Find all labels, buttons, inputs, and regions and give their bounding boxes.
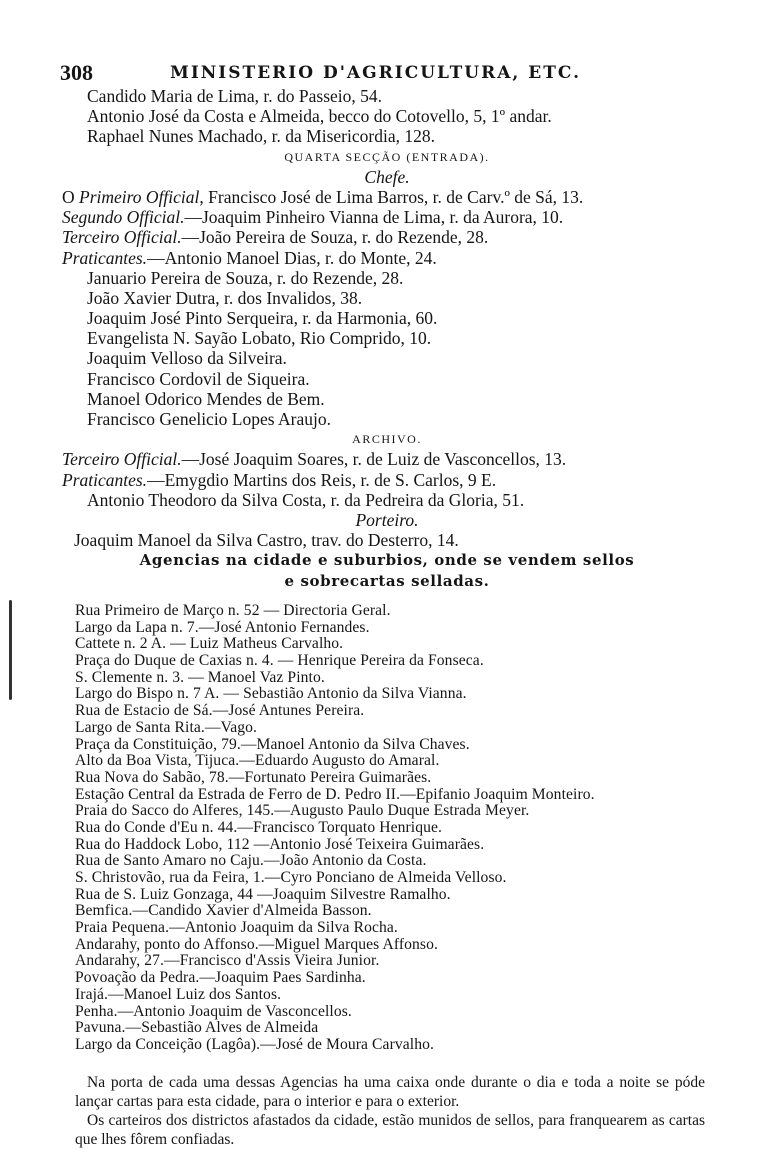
listing-line [62, 308, 712, 328]
agency-entry: Alto da Boa Vista, Tijuca.—Eduardo Augusto do Amaral. [75, 752, 440, 770]
agency-entry: Estação Central da Estrada de Ferro de D. Pedro II.—Epifanio Joaquim Monteiro. [75, 785, 595, 803]
agency-entry: Rua Primeiro de Março n. 52 — Directoria Geral. [75, 602, 391, 619]
line-text: Manoel Odorico Mendes de Bem. [87, 388, 325, 409]
line-text: Joaquim José Pinto Serqueira, r. da Harmonia, 60. [87, 308, 438, 329]
agency-entry: Praia do Sacco do Alferes, 145.—Augusto Paulo Duque Estrada Meyer. [75, 802, 530, 820]
agency-entry: Praia Pequena.—Antonio Joaquim da Silva Rocha. [75, 919, 398, 937]
line-text: Francisco Genelicio Lopes Araujo. [87, 409, 331, 429]
listing-line [62, 328, 712, 348]
listing-line [62, 550, 712, 570]
agency-entry: Cattete n. 2 A. — Luiz Matheus Carvalho. [75, 635, 344, 653]
agency-entry: Praça do Duque de Caxias n. 4. — Henrique Pereira da Fonseca. [75, 652, 484, 670]
role-title: Primeiro Official [79, 186, 200, 207]
line-text: Antonio Theodoro da Silva Costa, r. da Pedreira da Gloria, 51. [87, 489, 525, 510]
agencies-list [75, 603, 725, 1054]
listing-line [62, 369, 712, 389]
agency-entry: Largo da Conceição (Lagôa).—José de Moura Carvalho. [75, 1035, 435, 1053]
line-text: Francisco Cordovil de Siqueira. [87, 368, 310, 389]
line-text: —José Joaquim Soares, r. de Luiz de Vasconcellos, 13. [181, 449, 567, 470]
line-text: Chefe. [364, 166, 410, 187]
listing-line [62, 571, 712, 591]
line-text: Joaquim Manoel da Silva Castro, trav. do Desterro, 14. [74, 530, 459, 551]
listing-line [62, 248, 712, 268]
line-text: Candido Maria de Lima, r. do Passeio, 54. [87, 86, 383, 106]
line-text: Raphael Nunes Machado, r. da Misericordia, 128. [87, 126, 435, 147]
agency-entry: Rua de Estacio de Sá.—José Antunes Pereira. [75, 702, 365, 720]
note-paragraph: Os carteiros dos districtos afastados da cidade, estão munidos de sellos, para franquearem as cartas que lhes fôrem confiadas. [75, 1112, 705, 1148]
agency-entry: Povoação da Pedra.—Joaquim Paes Sardinha. [75, 969, 366, 987]
role-title: Terceiro Official. [62, 449, 182, 470]
listing-line [62, 288, 712, 308]
page-header [60, 60, 720, 86]
listing-line [62, 409, 712, 429]
line-text: Agencias na cidade e suburbios, onde se vendem sellos [139, 551, 635, 570]
line-text: —Joaquim Pinheiro Vianna de Lima, r. da Aurora, 10. [184, 207, 564, 228]
running-title: MINISTERIO D'AGRICULTURA, ETC. [170, 63, 581, 83]
agency-entry: Irajá.—Manoel Luiz dos Santos. [75, 985, 282, 1003]
role-title: Praticantes. [62, 469, 148, 490]
line-text: e sobrecartas selladas. [284, 571, 490, 590]
role-title: Praticantes. [62, 247, 148, 268]
agency-entry: Bemfica.—Candido Xavier d'Almeida Basson. [75, 902, 372, 920]
staff-listing [62, 86, 712, 591]
agency-entry: Largo de Santa Rita.—Vago. [75, 718, 258, 736]
listing-line [62, 147, 712, 167]
listing-line [62, 490, 712, 510]
listing-line [62, 348, 712, 368]
role-title: Terceiro Official. [62, 227, 182, 248]
listing-line [62, 429, 712, 449]
agency-entry: S. Clemente n. 3. — Manoel Vaz Pinto. [75, 668, 325, 686]
page-edge-mark [9, 600, 12, 700]
listing-line [62, 470, 712, 490]
line-text: —João Pereira de Souza, r. do Rezende, 28. [181, 227, 489, 248]
agency-entry: Andarahy, ponto do Affonso.—Miguel Marques Affonso. [75, 935, 439, 953]
line-text: Joaquim Velloso da Silveira. [87, 348, 287, 369]
line-text: —Antonio Manoel Dias, r. do Monte, 24. [147, 247, 437, 268]
listing-line [62, 227, 712, 247]
note-paragraph: Na porta de cada uma dessas Agencias ha uma caixa onde durante o dia e toda a noite se póde lançar cartas para esta cidade, para o interior e para o exterior. [75, 1074, 705, 1110]
agency-entry: Largo do Bispo n. 7 A. — Sebastião Antonio da Silva Vianna. [75, 685, 467, 703]
agency-entry: Rua do Conde d'Eu n. 44.—Francisco Torquato Henrique. [75, 818, 443, 836]
line-text: Antonio José da Costa e Almeida, becco do Cotovello, 5, 1º andar. [87, 106, 552, 127]
agency-entry: Rua de S. Luiz Gonzaga, 44 —Joaquim Silvestre Ramalho. [75, 885, 451, 903]
line-text: Evangelista N. Sayão Lobato, Rio Comprido, 10. [87, 328, 432, 349]
agency-entry: Andarahy, 27.—Francisco d'Assis Vieira Junior. [75, 952, 380, 970]
agency-entry: Rua Nova do Sabão, 78.—Fortunato Pereira Guimarães. [75, 768, 432, 786]
line-text: Porteiro. [355, 509, 419, 530]
line-text: João Xavier Dutra, r. dos Invalidos, 38. [87, 287, 363, 308]
listing-line [62, 167, 712, 187]
listing-line [62, 530, 712, 550]
notes [75, 1073, 705, 1149]
line-text: ARCHIVO. [352, 432, 422, 447]
line-text: —Emygdio Martins dos Reis, r. de S. Carlos, 9 E. [147, 469, 497, 490]
line-prefix: O [62, 186, 80, 207]
agency-entry: Largo da Lapa n. 7.—José Antonio Fernandes. [75, 618, 370, 636]
agency-entry: Praça da Constituição, 79.—Manoel Antonio da Silva Chaves. [75, 735, 470, 753]
listing-line [62, 389, 712, 409]
listing-line [62, 126, 712, 146]
page-number: 308 [60, 60, 93, 85]
listing-line [62, 510, 712, 530]
role-title: Segundo Official. [62, 207, 185, 228]
line-text: Januario Pereira de Souza, r. do Rezende, 28. [87, 267, 404, 288]
agency-entry: Pavuna.—Sebastião Alves de Almeida [75, 1019, 319, 1037]
listing-line [62, 86, 712, 106]
listing-line [62, 268, 712, 288]
line-text: QUARTA SECÇÃO (ENTRADA). [284, 149, 490, 164]
line-text: , Francisco José de Lima Barros, r. de Carv.º de Sá, 13. [199, 186, 584, 207]
listing-line [62, 187, 712, 207]
listing-line [62, 106, 712, 126]
agency-entry: Rua do Haddock Lobo, 112 —Antonio José Teixeira Guimarães. [75, 835, 485, 853]
listing-line [62, 207, 712, 227]
listing-line [62, 449, 712, 469]
agency-entry: S. Christovão, rua da Feira, 1.—Cyro Ponciano de Almeida Velloso. [75, 869, 507, 886]
agency-entry: Penha.—Antonio Joaquim de Vasconcellos. [75, 1002, 352, 1020]
agency-entry: Rua de Santo Amaro no Caju.—João Antonio da Costa. [75, 852, 427, 870]
